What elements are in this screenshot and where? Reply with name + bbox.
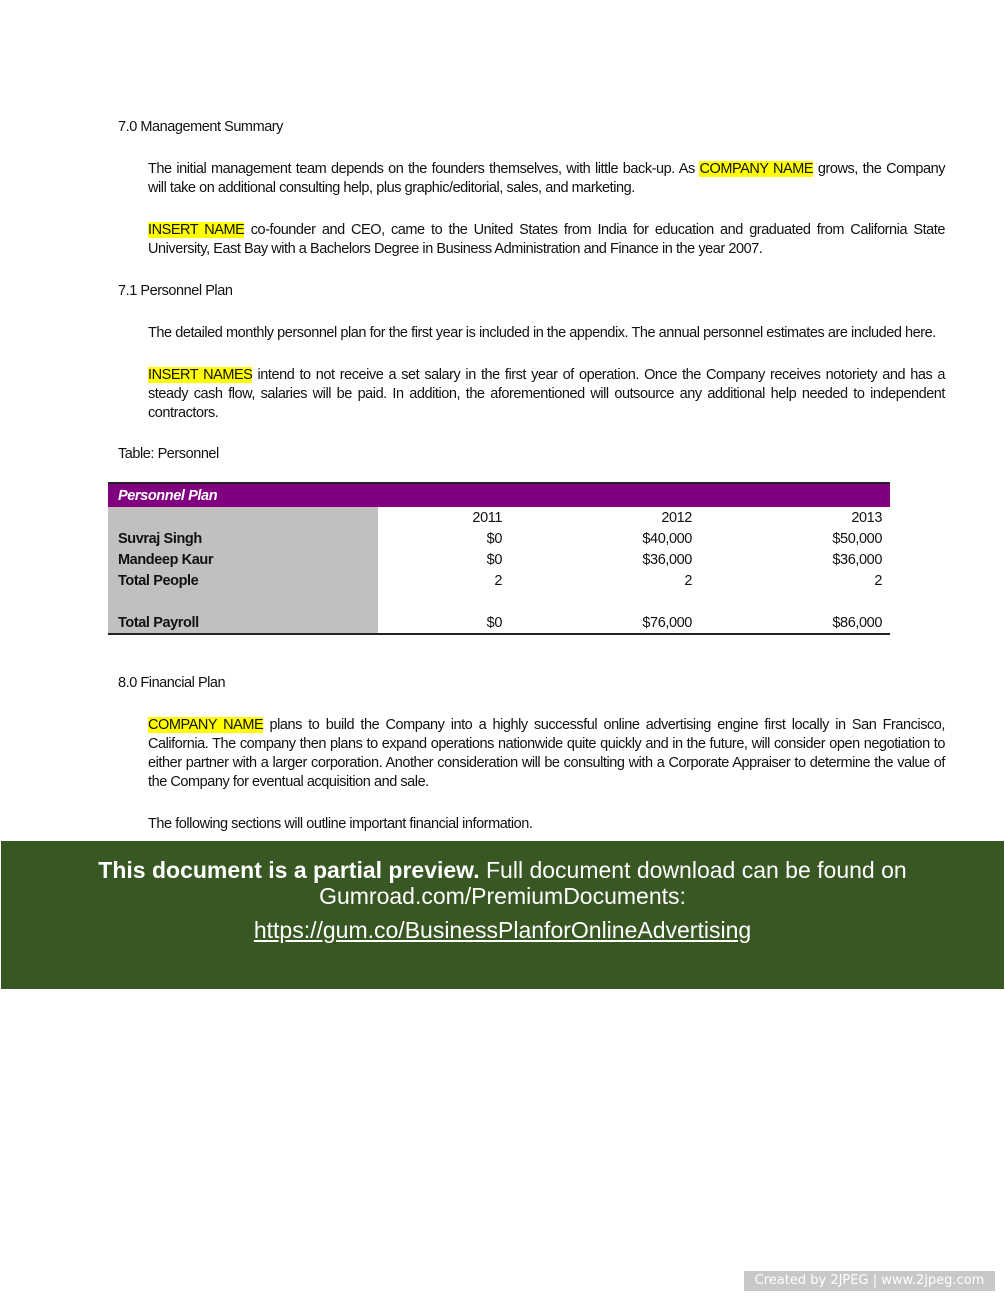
heading-management-summary: 7.0 Management Summary xyxy=(118,119,283,135)
cell: $36,000 xyxy=(832,551,882,568)
cell: 2 xyxy=(874,572,882,589)
paragraph xyxy=(148,221,945,259)
watermark: Created by 2JPEG | www.2jpeg.com xyxy=(744,1271,995,1291)
table-header-row xyxy=(108,507,890,528)
cell: 2 xyxy=(684,572,692,589)
empty-cell xyxy=(108,507,378,528)
heading-personnel-plan: 7.1 Personnel Plan xyxy=(118,283,233,299)
cell: $40,000 xyxy=(642,530,692,547)
paragraph xyxy=(148,160,945,198)
paragraph xyxy=(148,366,945,423)
year-cell: 2011 xyxy=(472,509,502,526)
highlight-company-name: COMPANY NAME xyxy=(699,161,814,177)
table-row xyxy=(108,549,890,570)
text: plans to build the Company into a highly successful online advertising engine first locally in San Francisco, California. The company then plans to expand operations nationwide quite quickly and in the future, will consider open negotiation to either partner with a larger corporation. Another consideration will be consulting with a Corporate Appraiser to determine the value of the Company for eventual acquisition and sale. xyxy=(148,717,945,790)
row-label: Suvraj Singh xyxy=(108,528,378,549)
banner-bold-text: This document is a partial preview. xyxy=(98,857,480,883)
cell: $36,000 xyxy=(642,551,692,568)
year-cell: 2013 xyxy=(851,509,882,526)
paragraph xyxy=(148,716,945,792)
table-title: Personnel Plan xyxy=(108,483,890,507)
cell: 2 xyxy=(494,572,502,589)
text: grows, the Company will take on additional consulting help, plus graphic/editorial, sales, and marketing. xyxy=(148,161,945,196)
cell: $0 xyxy=(486,530,502,547)
text: co-founder and CEO, came to the United States from India for education and graduated from California State University, East Bay with a Bachelors Degree in Business Administration and Finance in the year 2007. xyxy=(148,222,945,257)
table-row xyxy=(108,612,890,634)
cell: $0 xyxy=(486,551,502,568)
highlight-insert-name: INSERT NAME xyxy=(148,222,245,238)
highlight-insert-names: INSERT NAMES xyxy=(148,367,253,383)
paragraph: The following sections will outline important financial information. xyxy=(148,816,533,832)
cell: $76,000 xyxy=(510,612,700,634)
preview-banner xyxy=(1,841,1004,989)
cell: $0 xyxy=(378,612,510,634)
row-label: Total People xyxy=(108,570,378,591)
highlight-company-name: COMPANY NAME xyxy=(148,717,264,733)
cell: $86,000 xyxy=(700,612,890,634)
table-caption: Table: Personnel xyxy=(118,446,219,462)
paragraph: The detailed monthly personnel plan for the first year is included in the appendix. The annual personnel estimates are included here. xyxy=(148,325,936,341)
download-link[interactable]: https://gum.co/BusinessPlanforOnlineAdvertising xyxy=(253,917,752,943)
row-label: Mandeep Kaur xyxy=(108,549,378,570)
spacer-row xyxy=(108,591,890,612)
text: The initial management team depends on the founders themselves, with little back-up. As xyxy=(148,161,700,177)
row-label: Total Payroll xyxy=(108,612,378,634)
heading-financial-plan: 8.0 Financial Plan xyxy=(118,675,226,691)
year-cell: 2012 xyxy=(661,509,692,526)
table-row xyxy=(108,528,890,549)
empty-cell xyxy=(108,591,378,612)
personnel-table xyxy=(108,482,890,635)
table-row xyxy=(108,570,890,591)
banner-text: Full document download can be found on Gumroad.com/PremiumDocuments: xyxy=(319,857,907,909)
cell: $50,000 xyxy=(832,530,882,547)
text: intend to not receive a set salary in the first year of operation. Once the Company receives notoriety and has a steady cash flow, salaries will be paid. In addition, the aforementioned will outsource any additional help needed to independent contractors. xyxy=(148,367,946,421)
